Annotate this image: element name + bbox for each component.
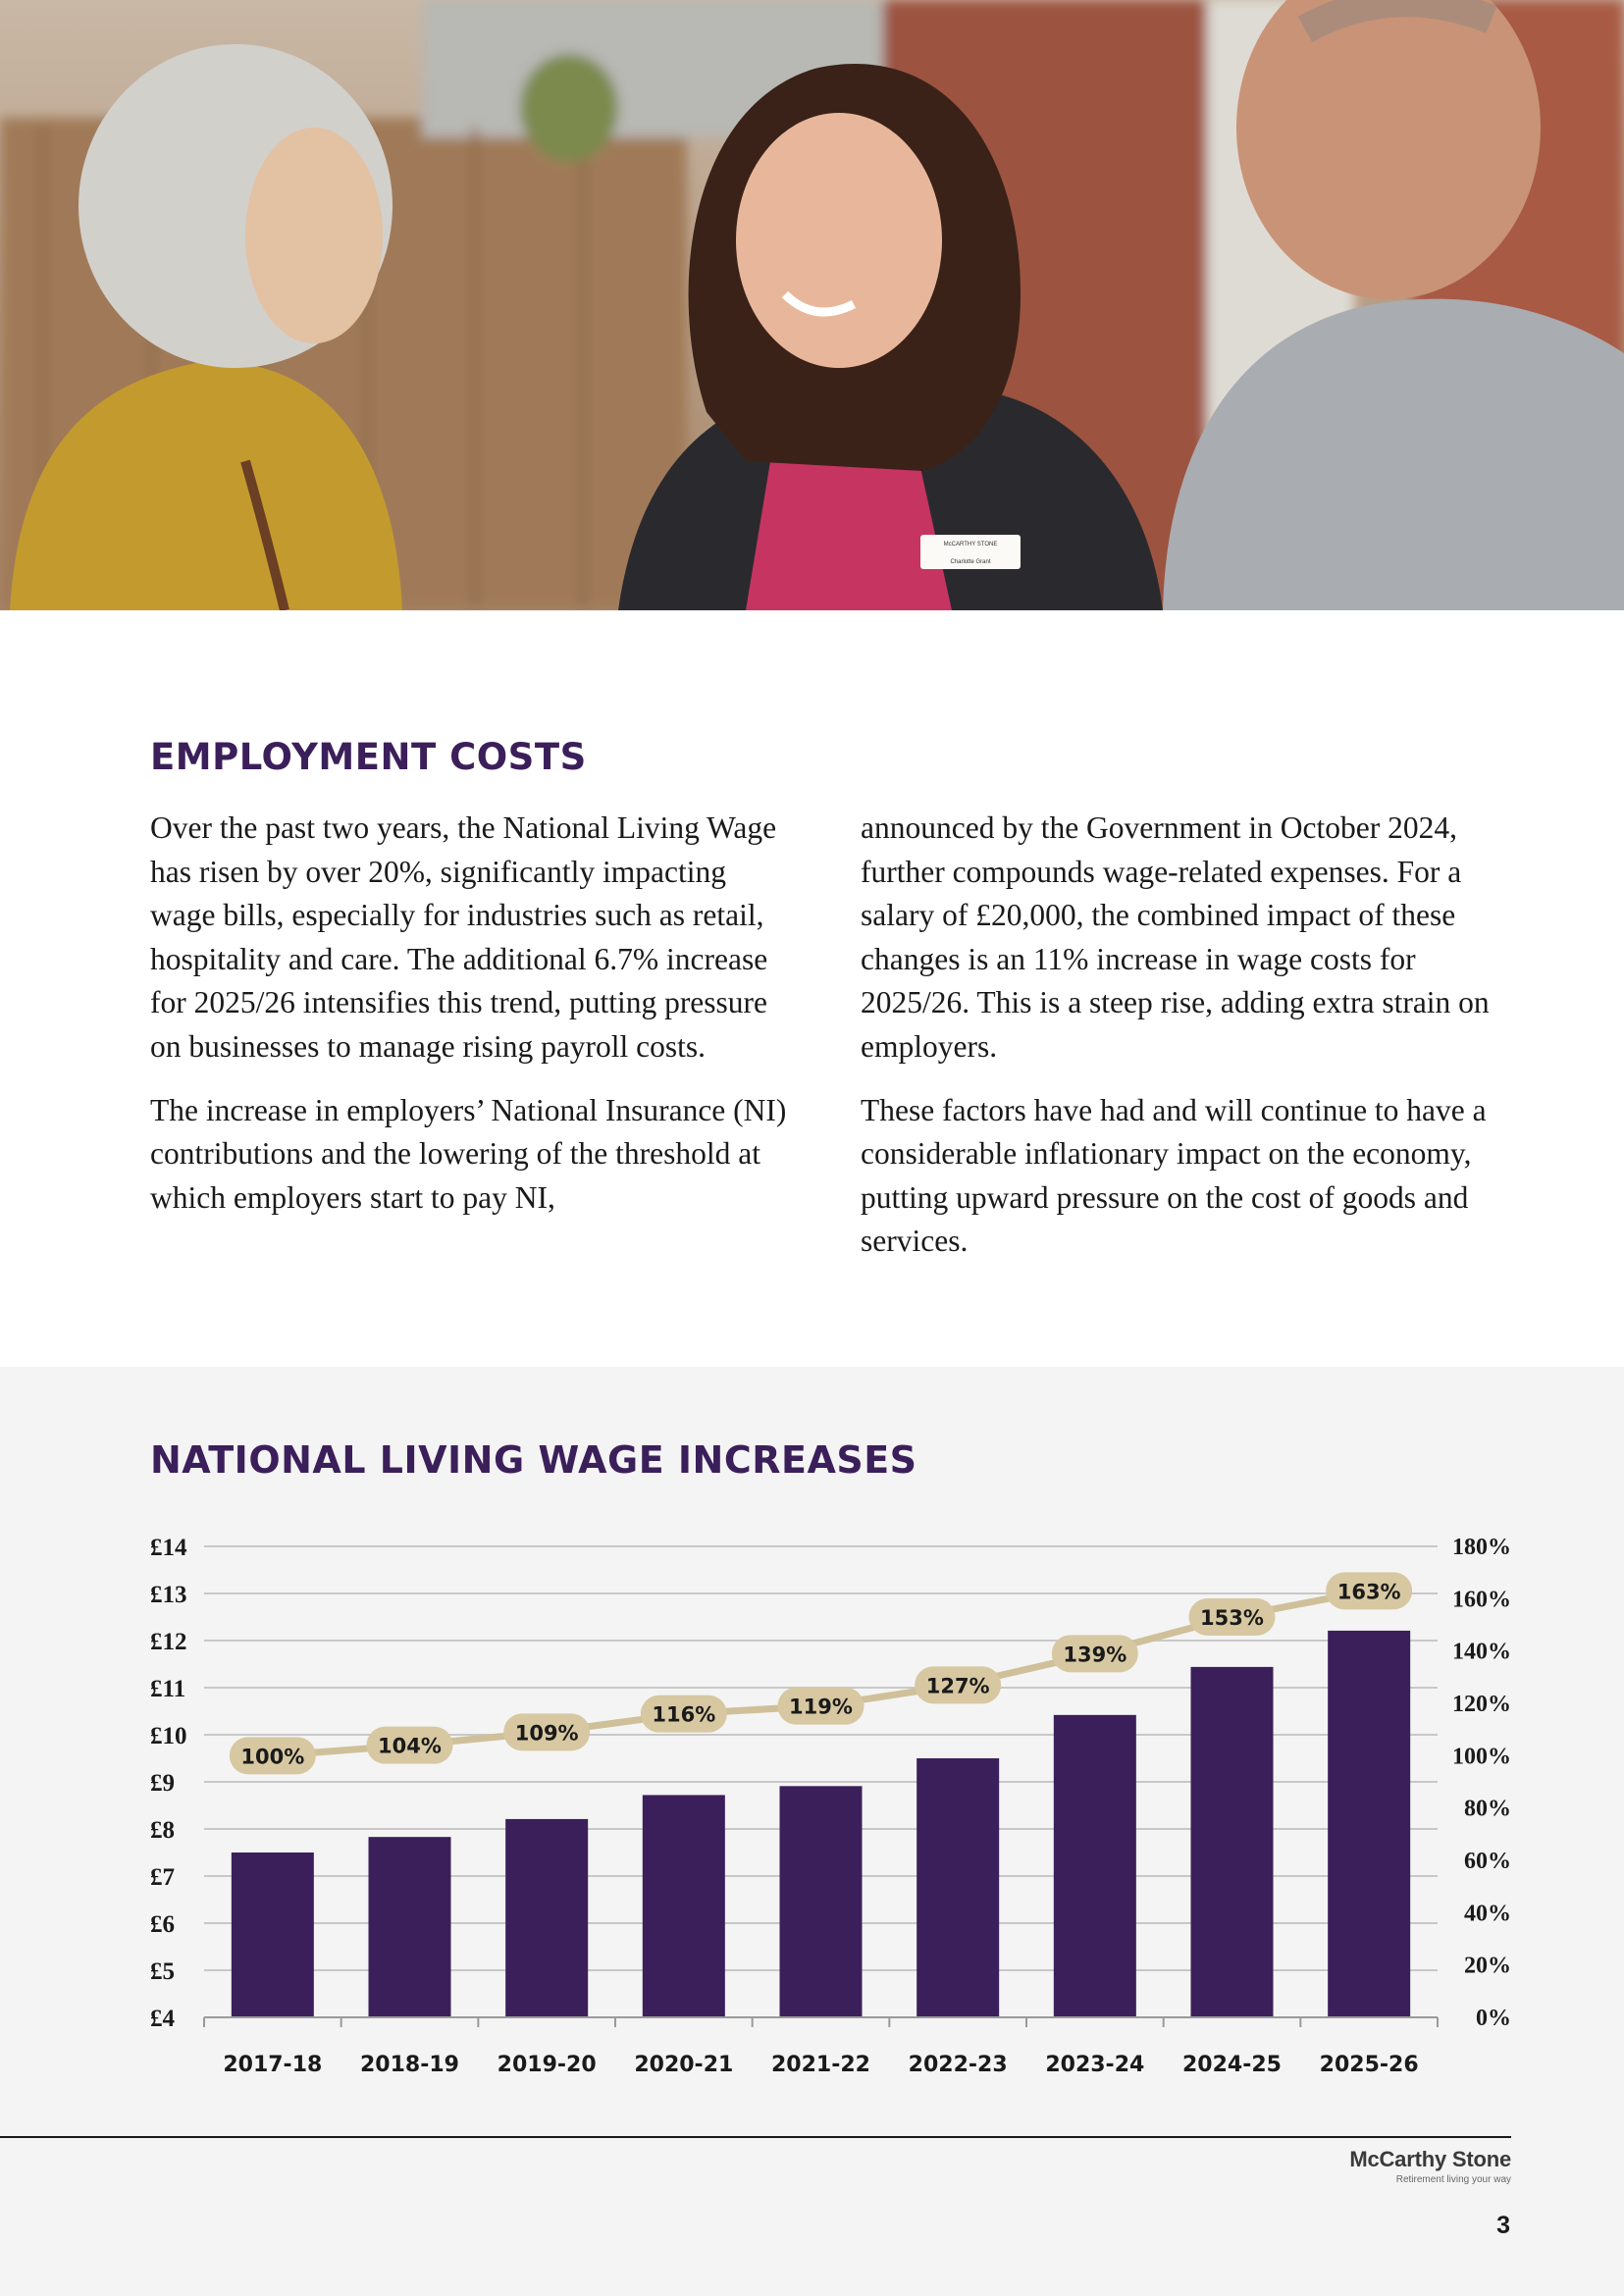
data-label: 100% bbox=[240, 1745, 305, 1769]
y-left-tick-label: £14 bbox=[150, 1535, 187, 1561]
paragraph: The increase in employers’ National Insurance (NI) contributions and the lowering of the threshold at which employers start to pay NI, bbox=[150, 1092, 787, 1215]
y-right-tick-label: 80% bbox=[1464, 1796, 1511, 1822]
x-tick-label: 2021-22 bbox=[771, 2053, 870, 2077]
y-right-tick-label: 0% bbox=[1476, 2006, 1511, 2031]
page-number: 3 bbox=[1496, 2212, 1510, 2239]
brand-name: McCarthy Stone bbox=[1349, 2147, 1511, 2171]
y-right-tick-label: 100% bbox=[1452, 1744, 1511, 1770]
y-left-tick-label: £10 bbox=[150, 1723, 187, 1749]
data-label: 119% bbox=[789, 1695, 853, 1719]
name-badge-name: Charlotte Grant bbox=[950, 559, 991, 565]
y-right-tick-label: 180% bbox=[1452, 1535, 1511, 1560]
y-left-tick-label: £4 bbox=[150, 2006, 175, 2032]
x-tick-label: 2024-25 bbox=[1182, 2053, 1282, 2077]
bar bbox=[232, 1852, 314, 2017]
bar bbox=[780, 1786, 863, 2017]
y-left-tick-label: £12 bbox=[150, 1629, 187, 1655]
y-right-tick-label: 60% bbox=[1464, 1849, 1511, 1874]
bar bbox=[505, 1819, 588, 2017]
y-right-tick-label: 20% bbox=[1464, 1953, 1511, 1979]
footer-divider bbox=[0, 2136, 1511, 2138]
x-tick-label: 2020-21 bbox=[634, 2053, 734, 2077]
bar bbox=[369, 1837, 451, 2017]
y-left-tick-label: £5 bbox=[150, 1958, 175, 1985]
y-left-tick-label: £13 bbox=[150, 1582, 187, 1608]
x-tick-label: 2023-24 bbox=[1045, 2053, 1145, 2077]
y-left-tick-label: £6 bbox=[150, 1911, 175, 1938]
data-label: 127% bbox=[925, 1674, 990, 1698]
chart-title: NATIONAL LIVING WAGE INCREASES bbox=[150, 1438, 917, 1482]
x-tick-label: 2019-20 bbox=[497, 2053, 597, 2077]
name-badge-brand: McCARTHY STONE bbox=[943, 542, 998, 548]
hero-photo bbox=[0, 0, 1624, 610]
wage-chart bbox=[0, 1511, 1624, 2090]
bar bbox=[1328, 1631, 1410, 2017]
y-right-tick-label: 120% bbox=[1452, 1692, 1511, 1717]
paragraph: Over the past two years, the National Living Wage has risen by over 20%, significantly impacting wage bills, especially for industries such as retail, hospitality and care. The additional 6.7% increase for 2025/26 intensifies this trend, putting pressure on businesses to manage rising payroll costs. bbox=[150, 810, 777, 1064]
data-label: 153% bbox=[1200, 1606, 1264, 1630]
brand-logo bbox=[1349, 2147, 1511, 2185]
data-label: 104% bbox=[378, 1734, 442, 1758]
paragraph: announced by the Government in October 2024, further compounds wage-related expenses. For a salary of £20,000, the combined impact of these changes is an 11% increase in wage costs for 2025/26. This is a steep rise, adding extra strain on employers. bbox=[861, 810, 1490, 1064]
bar bbox=[1191, 1667, 1274, 2017]
y-right-tick-label: 40% bbox=[1464, 1901, 1511, 1927]
x-tick-label: 2022-23 bbox=[908, 2053, 1008, 2077]
paragraph: These factors have had and will continue to have a considerable inflationary impact on the economy, putting upward pressure on the cost of goods and services. bbox=[861, 1092, 1487, 1259]
y-left-tick-label: £11 bbox=[150, 1676, 186, 1702]
y-right-tick-label: 160% bbox=[1452, 1587, 1511, 1613]
data-label: 139% bbox=[1063, 1643, 1127, 1667]
text-column-right bbox=[861, 807, 1528, 1283]
x-tick-label: 2025-26 bbox=[1319, 2053, 1419, 2077]
y-left-tick-label: £8 bbox=[150, 1817, 175, 1844]
x-tick-label: 2017-18 bbox=[223, 2053, 323, 2077]
y-left-tick-label: £7 bbox=[150, 1864, 175, 1891]
text-column-left bbox=[150, 807, 788, 1239]
bar bbox=[643, 1795, 725, 2017]
bar bbox=[917, 1758, 999, 2017]
y-left-tick-label: £9 bbox=[150, 1770, 175, 1797]
x-tick-label: 2018-19 bbox=[360, 2053, 459, 2077]
data-label: 109% bbox=[514, 1721, 579, 1746]
data-label: 116% bbox=[652, 1702, 716, 1727]
bar bbox=[1054, 1715, 1136, 2017]
employment-title: EMPLOYMENT COSTS bbox=[150, 736, 587, 778]
y-right-tick-label: 140% bbox=[1452, 1639, 1511, 1665]
brand-tagline: Retirement living your way bbox=[1395, 2174, 1511, 2185]
data-label: 163% bbox=[1336, 1580, 1401, 1604]
